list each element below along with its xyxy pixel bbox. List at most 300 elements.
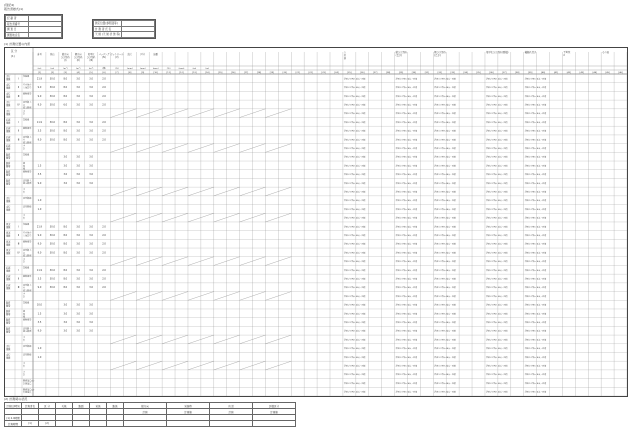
cell-value: 2.0 (102, 94, 106, 98)
row-subgroup-label: Ⅲ (17, 286, 20, 290)
cell-value: 8.0 (63, 242, 68, 246)
cell-value: 1.0 (37, 347, 42, 351)
cell-value: 9.0 (37, 181, 42, 185)
row-group-label: 車線 (6, 86, 11, 90)
group-header: (長さ) (434, 54, 441, 57)
row-subgroup-label: Ⅱ (17, 234, 20, 237)
row-name-label: 像 (23, 313, 26, 316)
cell-value: 9.0 (37, 251, 42, 255)
index-label: [19] (269, 72, 275, 75)
row-name-label: その他の (23, 84, 32, 87)
row-name-label: の (23, 252, 26, 255)
row-name-label: 想定路面 (23, 107, 32, 110)
footer-data-row (5, 421, 296, 427)
row-name-label: 縦断線形 (23, 93, 32, 96)
index-label: [1] (37, 72, 41, 75)
row-name-label: 計 (23, 365, 26, 368)
row-note: 評価ひび割れ 延長・面積 (434, 139, 456, 142)
group-header: 縦ひび割れ (395, 51, 408, 54)
row-note: 評価ひび割れ 延長・面積 (524, 243, 547, 246)
row-note: 評価ひび割れ 延長・面積 (485, 78, 508, 81)
row-note: 評価ひび割れ 延長・面積 (343, 139, 366, 142)
row-note: 評価ひび割れ 延長・面積 (434, 121, 456, 124)
row-group-label: 車線 (6, 95, 11, 99)
index-label: [43] (579, 72, 584, 75)
index-label: [35] (476, 72, 481, 75)
cell-value: 3.0 (89, 321, 93, 325)
row-note: 評価ひび割れ 延長・面積 (485, 147, 508, 150)
row-note: 評価ひび割れ 延長・面積 (524, 165, 547, 168)
row-note: 評価ひび割れ 延長・面積 (395, 278, 417, 281)
row-note: 評価ひび割れ 延長・面積 (485, 130, 508, 133)
cell-value: 30.0 (49, 94, 55, 98)
row-name-label: の (23, 104, 26, 107)
row-note: 評価ひび割れ 延長・面積 (343, 95, 366, 98)
info-box-left (4, 14, 63, 39)
row-note: 評価ひび割れ 延長・面積 (485, 104, 508, 107)
column-header: 横方向 (74, 53, 82, 56)
footer-sub-label: 計測 (124, 409, 167, 415)
cell-value: 3.0 (76, 155, 81, 159)
row-group-label: 路肩 (6, 327, 11, 331)
row-name-label: 小 (23, 337, 26, 340)
footer-group-header: 縦方向 (124, 403, 167, 409)
cell-value: 3.0 (76, 312, 81, 316)
cell-value: 3.0 (63, 155, 68, 159)
row-group-label: 側帯 (6, 330, 11, 334)
row-note: 評価ひび割れ 延長・面積 (485, 156, 508, 159)
cell-value: 30.0 (49, 77, 55, 81)
row-note: 評価ひび割れ 延長・面積 (524, 304, 547, 307)
unit-label: (mm) (152, 68, 159, 70)
index-label: [2] (50, 72, 54, 75)
cell-value: 30.0 (49, 251, 55, 255)
column-header: 区分 (140, 53, 145, 56)
row-note: 評価ひび割れ 延長・面積 (343, 87, 366, 90)
cell-value: 11.9 (36, 120, 43, 124)
row-note: 評価ひび割れ 延長・面積 (485, 382, 508, 385)
row-name-label: の (23, 139, 26, 142)
column-header: 番号 (37, 53, 42, 56)
cell-value: 3.0 (89, 303, 93, 307)
row-note: 評価ひび割れ 延長・面積 (395, 243, 417, 246)
row-note: 評価ひび割れ 延長・面積 (485, 261, 508, 264)
row-group-label: 追越 (6, 135, 11, 139)
row-name-label: 走行路上 (23, 328, 32, 331)
cell-value: 8.0 (63, 120, 68, 124)
cell-value: 8.0 (63, 86, 68, 90)
row-name-label: 計測延長 (23, 392, 32, 395)
cell-value: 9.0 (37, 94, 42, 98)
footer-header: 路温 (107, 403, 124, 409)
index-label: [7] (115, 72, 119, 75)
cell-value: 2.0 (102, 129, 106, 133)
row-name-label: 線 (23, 168, 26, 171)
group-header: 平坦性 (563, 51, 571, 54)
footer-empty-cell (253, 421, 296, 427)
section1-title: (1) 計測位置の内訳 (4, 42, 31, 46)
footer-empty-cell (107, 421, 124, 427)
cell-value: 30.0 (49, 242, 55, 246)
row-note: 評価ひび割れ 延長・面積 (343, 356, 366, 359)
row-note: 評価ひび割れ 延長・面積 (524, 252, 547, 255)
footer-sub-label: 計測 (210, 409, 253, 415)
cell-value: 1.0 (37, 355, 42, 359)
row-note: 評価ひび割れ 延長・面積 (485, 95, 508, 98)
row-subgroup-label: Ⅰ (18, 225, 19, 229)
cell-value: 3.0 (76, 303, 81, 307)
column-header: 段差 (127, 53, 133, 56)
footer-sub-label: 計測値 (167, 409, 210, 415)
index-label: [39] (528, 72, 533, 75)
row-note: 評価ひび割れ 延長・面積 (434, 147, 456, 150)
info-left-label: 調査地点名 (6, 32, 29, 38)
row-note: 評価ひび割れ 延長・面積 (485, 208, 508, 211)
row-group-label: 路肩 (6, 153, 11, 157)
row-note: 評価ひび割れ 延長・面積 (395, 339, 417, 342)
index-label: [11] (166, 72, 171, 75)
row-note: 評価ひび割れ 延長・面積 (395, 348, 417, 351)
row-note: 評価ひび割れ 延長・面積 (343, 295, 366, 298)
row-name-label: 計 (23, 113, 26, 116)
row-note: 評価ひび割れ 延長・面積 (434, 295, 456, 298)
index-label: [16] (231, 72, 236, 75)
row-note: 評価ひび割れ 延長・面積 (434, 269, 456, 272)
cell-value: 3.0 (76, 164, 81, 168)
footer-sub-label: 計測値 (253, 409, 296, 415)
cell-value: 3.0 (63, 329, 68, 333)
cell-value: 3.0 (89, 120, 93, 124)
row-name-label: 記録線 (23, 302, 30, 305)
cell-value: 8.0 (63, 225, 68, 229)
row-note: 評価ひび割れ 延長・面積 (434, 391, 456, 394)
cell-value: 3.0 (89, 164, 93, 168)
row-note: 評価ひび割れ 延長・面積 (395, 269, 417, 272)
row-subgroup-label: Ⅲ (17, 242, 20, 246)
row-note: 評価ひび割れ 延長・面積 (343, 208, 366, 211)
info-right-label: 天 候 (天 候 状 態 等) (95, 33, 121, 37)
row-name-label: 記録線 (23, 119, 30, 122)
row-name-label: 小 (23, 189, 26, 192)
row-name-label: 小 (23, 258, 26, 261)
row-name-label: 計 (23, 261, 26, 264)
cell-value: 10.0 (36, 303, 43, 307)
row-note: 評価ひび割れ 延長・面積 (485, 356, 508, 359)
row-note: 評価ひび割れ 延長・面積 (395, 208, 417, 211)
cell-value: 3.0 (76, 242, 81, 246)
row-group-label: 路肩 (6, 309, 11, 313)
row-group-label: 走行 (6, 196, 11, 200)
column-header: (Ⅱ) (76, 59, 80, 62)
index-label: [41] (553, 72, 559, 75)
cell-value: 3.0 (89, 77, 93, 81)
row-group-label: 走行 (6, 75, 11, 78)
row-group-label: 側帯 (6, 304, 11, 308)
row-name-label: 上他記号 (23, 235, 32, 238)
row-note: 評価ひび割れ 延長・面積 (434, 217, 456, 220)
row-note: 評価ひび割れ 延長・面積 (485, 217, 508, 220)
row-subgroup-label: Ⅲ (17, 138, 20, 142)
cell-value: 3.0 (89, 129, 93, 133)
index-label: [4] (76, 72, 80, 75)
cell-value: 2.0 (102, 77, 106, 81)
row-group-label: 走行 (6, 92, 11, 96)
row-note: 評価ひび割れ 延長・面積 (343, 252, 366, 255)
cell-value: 3.0 (89, 103, 93, 107)
cell-value: 2.0 (102, 268, 106, 272)
row-note: 評価ひび割れ 延長・面積 (434, 104, 456, 107)
row-group-label: 側帯 (6, 182, 11, 186)
row-subgroup-label: Ⅰ (18, 120, 19, 124)
cell-value: 8.0 (63, 268, 68, 272)
cell-value: 2.0 (102, 234, 106, 237)
unit-label: (m²) (75, 68, 81, 70)
row-note: 評価ひび割れ 延長・面積 (343, 269, 366, 272)
row-note: 評価ひび割れ 延長・面積 (524, 322, 547, 325)
cell-value: 3.0 (76, 329, 81, 333)
row-note: 評価ひび割れ 延長・面積 (524, 374, 547, 377)
index-label: [42] (566, 72, 572, 75)
unit-label: (%) (115, 68, 119, 70)
row-note: 評価ひび割れ 延長・面積 (395, 113, 417, 116)
cell-value: 9.0 (37, 286, 42, 290)
info-right-row (94, 32, 155, 38)
cell-value: 30.0 (49, 234, 55, 237)
row-note: 評価ひび割れ 延長・面積 (434, 78, 456, 81)
row-group-label: 側帯 (6, 173, 11, 177)
row-group-label: 車線 (6, 78, 11, 81)
row-note: 評価ひび割れ 延長・面積 (343, 191, 366, 194)
row-note: 評価ひび割れ 延長・面積 (343, 278, 366, 281)
measurement-conditions-table (4, 402, 296, 427)
column-header: (Ⅳ) (102, 56, 106, 59)
column-header: ポットホール (110, 53, 124, 56)
cell-value: 3.0 (76, 251, 81, 255)
row-note: 評価ひび割れ 延長・面積 (434, 130, 456, 133)
index-label: [3] (63, 72, 67, 75)
unit-label: (m) (205, 68, 210, 70)
row-note: 評価ひび割れ 延長・面積 (343, 330, 366, 333)
cell-value: 9.0 (37, 103, 42, 107)
index-label: [18] (256, 72, 262, 75)
row-subgroup-label: Ⅱ (17, 277, 20, 281)
column-header: (Ⅰ) (64, 59, 67, 62)
cell-value: 3.0 (76, 225, 81, 229)
row-name-label: 想定路面 (23, 290, 32, 293)
index-label: [46] (618, 72, 623, 75)
footer-group-header: 気温時 (167, 403, 210, 409)
row-name-label: 縦断線形 (23, 128, 32, 131)
row-note: 評価ひび割れ 延長・面積 (524, 95, 547, 98)
row-note: 評価ひび割れ 延長・面積 (524, 147, 547, 150)
cell-value: 30.0 (49, 86, 55, 90)
cell-value: 2.0 (102, 242, 106, 246)
unit-label: (m) (50, 68, 55, 70)
row-note: 評価ひび割れ 延長・面積 (343, 374, 366, 377)
cell-value: 2.0 (102, 286, 106, 290)
row-note: 評価ひび割れ 延長・面積 (395, 200, 417, 203)
row-note: 評価ひび割れ 延長・面積 (395, 356, 417, 359)
cell-value: 8.0 (63, 286, 68, 290)
row-note: 評価ひび割れ 延長・面積 (343, 226, 366, 229)
footer-header: 計測者名 (22, 403, 39, 409)
index-label: [34] (463, 72, 468, 75)
row-name-label: 縦断線形 (23, 319, 32, 322)
row-note: 評価ひび割れ 延長・面積 (485, 113, 508, 116)
row-note: 評価ひび割れ 延長・面積 (395, 226, 417, 229)
row-name-label: 想 (23, 310, 26, 313)
row-note: 評価ひび割れ 延長・面積 (343, 78, 366, 81)
cell-value: 3.0 (76, 268, 81, 272)
row-note: 評価ひび割れ 延長・面積 (524, 278, 547, 281)
cell-value: 3.5 (37, 277, 42, 281)
cell-value: 3.0 (76, 234, 81, 237)
index-label: [36] (489, 72, 494, 75)
row-note: 評価ひび割れ 延長・面積 (485, 226, 508, 229)
cell-value: 9.0 (37, 234, 42, 237)
unit-label: (mm) (139, 68, 146, 70)
row-name-label: 計 (23, 148, 26, 151)
cell-value: 2.0 (102, 86, 106, 90)
footer-empty-cell (124, 421, 167, 427)
row-note: 評価ひび割れ 延長・面積 (395, 252, 417, 255)
row-note: 評価ひび割れ 延長・面積 (343, 287, 366, 290)
row-note: 評価ひび割れ 延長・面積 (485, 252, 508, 255)
row-name-label: 上他記号 (23, 87, 32, 90)
row-note: 評価ひび割れ 延長・面積 (395, 391, 417, 394)
row-note: 評価ひび割れ 延長・面積 (524, 365, 547, 368)
row-group-label: 追越 (6, 118, 11, 122)
cell-value: 3.0 (76, 94, 81, 98)
row-name-label: 小 (23, 363, 26, 366)
row-name-label: 小 (23, 215, 26, 218)
row-note: 評価ひび割れ 延長・面積 (524, 287, 547, 290)
row-name-label: 記録線 (23, 76, 30, 78)
row-note: 評価ひび割れ 延長・面積 (485, 348, 508, 351)
row-note: 評価ひび割れ 延長・面積 (343, 391, 366, 394)
row-name-label: 計 (23, 339, 26, 342)
row-group-label: 車線 (6, 356, 11, 360)
index-label: [21] (295, 72, 300, 75)
index-label: [12] (179, 72, 184, 75)
row-note: 評価ひび割れ 延長・面積 (434, 191, 456, 194)
row-group-label: 路肩 (6, 162, 11, 166)
row-note: 評価ひび割れ 延長・面積 (485, 330, 508, 333)
row-note: 評価ひび割れ 延長・面積 (524, 391, 547, 394)
index-label: [33] (450, 72, 455, 75)
row-group-label: 車線 (6, 112, 11, 116)
cell-value: 3.5 (37, 129, 42, 133)
row-subgroup-label: Ⅰ (18, 77, 19, 81)
cell-value: 30.0 (49, 277, 55, 281)
cell-value: 1.0 (37, 199, 42, 203)
unit-label: (m²) (88, 68, 94, 70)
row-group-label: 車線 (6, 121, 11, 125)
row-note: 評価ひび割れ 延長・面積 (343, 313, 366, 316)
row-note: 評価ひび割れ 延長・面積 (485, 374, 508, 377)
row-group-label: 車線 (6, 269, 11, 273)
row-note: 評価ひび割れ 延長・面積 (524, 382, 547, 385)
row-note: 評価ひび割れ 延長・面積 (524, 356, 547, 359)
row-note: 評価ひび割れ 延長・面積 (343, 174, 366, 177)
row-note: 評価ひび割れ 延長・面積 (434, 356, 456, 359)
row-note: 評価ひび割れ 延長・面積 (524, 200, 547, 203)
row-note: 評価ひび割れ 延長・面積 (485, 365, 508, 368)
cell-value: 21.9 (36, 77, 43, 81)
row-group-label: 側帯 (6, 321, 11, 325)
row-note: 評価ひび割れ 延長・面積 (395, 174, 417, 177)
row-note: 評価ひび割れ 延長・面積 (343, 200, 366, 203)
index-label: [44] (592, 72, 597, 75)
row-name-label: 路面延長(1) (23, 380, 35, 383)
row-group-label: 車線 (6, 252, 11, 256)
cell-value: 3.0 (76, 173, 81, 177)
index-label: [30] (411, 72, 417, 75)
cell-value: 2.0 (102, 103, 106, 107)
cell-value: 9.0 (37, 242, 42, 246)
cell-value: 3.0 (63, 181, 68, 185)
row-group-label: 車線 (6, 286, 11, 290)
group-header: 上 (343, 51, 347, 54)
row-note: 評価ひび割れ 延長・面積 (524, 226, 547, 229)
row-note: 評価ひび割れ 延長・面積 (343, 261, 366, 264)
row-name-label: 縦断線形 (23, 171, 32, 174)
row-note: 評価ひび割れ 延長・面積 (395, 261, 417, 264)
row-group-label: 車線 (6, 347, 11, 351)
column-header: 縦方向 (62, 53, 69, 56)
row-note: 評価ひび割れ 延長・面積 (343, 165, 366, 168)
row-note: 評価ひび割れ 延長・面積 (485, 287, 508, 290)
cell-value: 3.0 (63, 303, 68, 307)
unit-label: (m) (192, 68, 197, 70)
row-note: 評価ひび割れ 延長・面積 (524, 269, 547, 272)
row-name-label: 走行路上 (23, 102, 32, 105)
row-group-label: 車線 (6, 278, 11, 282)
row-group-label: 車線 (6, 243, 11, 247)
row-note: 評価ひび割れ 延長・面積 (524, 208, 547, 211)
unit-label: (%) (166, 68, 171, 70)
index-label: [9] (141, 72, 145, 75)
index-label: [32] (437, 72, 442, 75)
row-note: 評価ひび割れ 延長・面積 (434, 348, 456, 351)
row-note: 評価ひび割れ 延長・面積 (434, 182, 456, 185)
column-header: 摘要 (153, 53, 158, 56)
cell-value: 21.9 (36, 225, 43, 229)
row-note: 評価ひび割れ 延長・面積 (524, 130, 547, 133)
unit-label: (mm) (178, 68, 185, 70)
cell-value: 30.0 (49, 268, 55, 272)
index-label: [20] (282, 72, 287, 75)
row-note: 評価ひび割れ 延長・面積 (524, 78, 547, 81)
row-subgroup-label: Ⅳ (17, 251, 20, 255)
cell-value: 3.0 (76, 277, 81, 281)
row-group-label: 車線 (6, 208, 11, 212)
index-label: [22] (308, 72, 313, 75)
row-note: 評価ひび割れ 延長・面積 (485, 243, 508, 246)
info-left-value (29, 32, 62, 38)
column-header: ひび割れ (73, 56, 83, 59)
main-survey-table (4, 47, 628, 397)
cell-value: 3.0 (63, 173, 68, 177)
row-note: 評価ひび割れ 延長・面積 (343, 339, 366, 342)
cell-value: 30.0 (49, 138, 55, 142)
cell-value: 30.0 (49, 120, 55, 124)
row-name-label: 路面延長(2) (23, 389, 35, 392)
row-name-label: その他の (23, 232, 32, 235)
row-name-label: 記録線 (23, 267, 30, 270)
index-label: [31] (424, 72, 429, 75)
row-note: 評価ひび割れ 延長・面積 (524, 191, 547, 194)
